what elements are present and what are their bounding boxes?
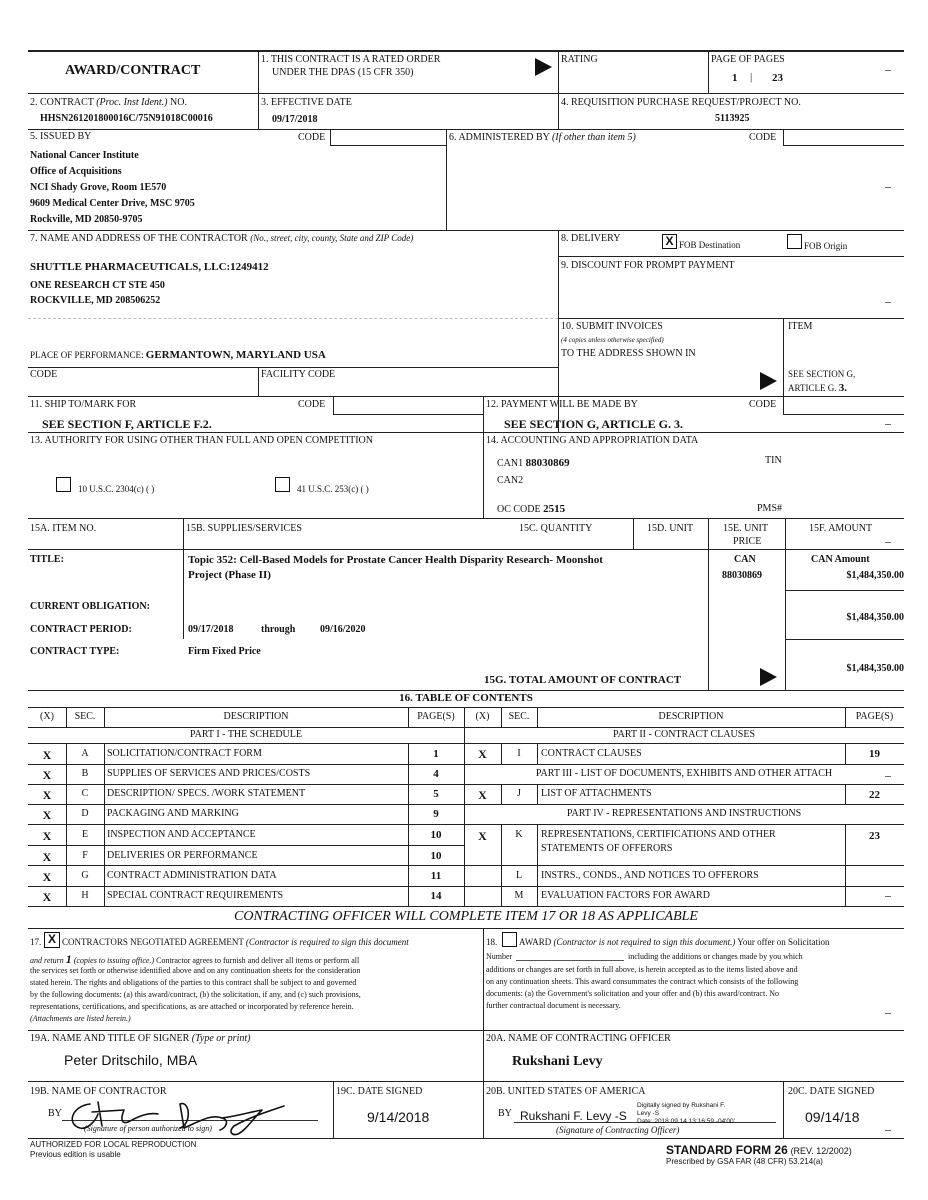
contractor-address-2: ROCKVILLE, MD 208506252 — [30, 295, 161, 306]
can-amount-label: CAN Amount — [811, 554, 870, 565]
toc-page: 10 — [430, 829, 442, 841]
item-17-line-3: stated herein. The rights and obligations of the parties to this contract shall be subject to and governed — [30, 978, 357, 987]
signer-name: Peter Dritschilo, MBA — [64, 1052, 198, 1068]
can-value: 88030869 — [722, 570, 762, 581]
page-number: 1 — [732, 72, 738, 84]
negotiated-agreement-heading: CONTRACTORS NEGOTIATED AGREEMENT (Contractor is required to sign this document — [62, 937, 409, 947]
toc-page: 11 — [430, 870, 442, 882]
toc-mark: X — [42, 788, 52, 802]
toc-section: L — [515, 870, 523, 881]
toc-part-1: PART I - THE SCHEDULE — [189, 729, 302, 740]
can-label: CAN — [734, 554, 756, 565]
rating-label: RATING — [561, 54, 598, 65]
unit-price-header-2: PRICE — [733, 536, 762, 547]
authority-253-checkbox[interactable] — [275, 477, 290, 492]
title-label: TITLE: — [30, 554, 64, 565]
officer-date-label: 20C. DATE SIGNED — [788, 1086, 875, 1097]
arrow-right-icon — [760, 668, 777, 686]
digital-signature-line-2: Levy -S — [637, 1110, 660, 1117]
total-amount-label: 15G. TOTAL AMOUNT OF CONTRACT — [484, 674, 682, 686]
item-17-line-2: the services set forth or otherwise identified above and on any continuation sheets for the consideration — [30, 966, 361, 975]
toc-section: F — [82, 850, 88, 861]
payment-code-label: CODE — [749, 399, 777, 410]
toc-page: 5 — [433, 788, 439, 800]
delivery-label: 8. DELIVERY — [561, 233, 621, 244]
toc-page: 9 — [433, 808, 439, 820]
digital-signature-line-1: Digitally signed by Rukshani F. — [637, 1102, 726, 1109]
toc-pages-header: PAGE(S) — [417, 711, 455, 722]
contract-title-line-1: Topic 352: Cell-Based Models for Prostate Cancer Health Disparity Research- Moonshot — [188, 554, 603, 566]
contracting-officer-name: Rukshani Levy — [512, 1054, 603, 1069]
can-amount: $1,484,350.00 — [846, 570, 904, 581]
toc-page: 22 — [869, 789, 880, 801]
pms-label: PMS# — [757, 503, 783, 514]
quantity-header: 15C. QUANTITY — [519, 523, 593, 534]
contractor-date-label: 19C. DATE SIGNED — [336, 1086, 423, 1097]
issuer-line-2: Office of Acquisitions — [30, 166, 122, 177]
issuer-line-5: Rockville, MD 20850-9705 — [30, 214, 143, 225]
toc-title: 16. TABLE OF CONTENTS — [399, 692, 533, 704]
toc-page: 1 — [433, 748, 439, 760]
toc-description: EVALUATION FACTORS FOR AWARD — [541, 890, 710, 901]
payment-value: SEE SECTION G, ARTICLE G. 3. — [504, 417, 683, 431]
contract-number: HHSN261201800016C/75N91018C00016 — [40, 113, 213, 124]
contractor-date: 9/14/2018 — [367, 1109, 430, 1125]
item-label: ITEM — [788, 321, 813, 332]
toc-description: SUPPLIES OF SERVICES AND PRICES/COSTS — [107, 768, 311, 779]
toc-section: A — [81, 748, 89, 759]
contract-type-label: CONTRACT TYPE: — [30, 646, 120, 657]
item-18-line-2: additions or changes are set forth in full above, is herein accepted as to the items listed above and — [486, 965, 798, 974]
toc-desc-header-right: DESCRIPTION — [658, 711, 724, 722]
toc-mark: X — [42, 768, 52, 782]
item-18-line-4: documents: (a) the Government's solicitation and your offer and (b) this award/contract. No — [486, 989, 779, 998]
toc-description: REPRESENTATIONS, CERTIFICATIONS AND OTHER — [541, 829, 776, 840]
toc-section: I — [517, 748, 521, 759]
item-18-line-1b: including the additions or changes made by you which — [628, 952, 803, 961]
contractor-address-1: ONE RESEARCH CT STE 450 — [30, 280, 165, 291]
contractor-label: 7. NAME AND ADDRESS OF THE CONTRACTOR (No., street, city, county, State and ZIP Code) — [30, 233, 414, 244]
toc-pages-header-right: PAGE(S) — [855, 711, 894, 722]
administered-by-label: 6. ADMINISTERED BY (If other than item 5) — [449, 132, 636, 143]
item-18-line-3: on any continuation sheets. This award consummates the contract which consists of the following — [486, 977, 799, 986]
toc-part-4: PART IV - REPRESENTATIONS AND INSTRUCTIONS — [566, 808, 802, 819]
negotiated-agreement-checkbox[interactable]: X — [44, 932, 60, 948]
authorized-reproduction: AUTHORIZED FOR LOCAL REPRODUCTION — [30, 1140, 197, 1149]
contract-type: Firm Fixed Price — [188, 646, 261, 657]
toc-description: DESCRIPTION/ SPECS. /WORK STATEMENT — [107, 788, 306, 799]
previous-edition-note: Previous edition is usable — [30, 1150, 121, 1159]
contractor-name-label: 19B. NAME OF CONTRACTOR — [30, 1086, 167, 1097]
unit-header: 15D. UNIT — [647, 523, 694, 534]
toc-mark: X — [42, 748, 52, 762]
requisition-number: 5113925 — [715, 113, 750, 124]
issuer-line-4: 9609 Medical Center Drive, MSC 9705 — [30, 198, 195, 209]
contracting-officer-note: CONTRACTING OFFICER WILL COMPLETE ITEM 17 OR 18 AS APPLICABLE — [234, 909, 698, 924]
invoices-address-label: TO THE ADDRESS SHOWN IN — [561, 348, 696, 359]
toc-x-header: (X) — [40, 711, 54, 722]
contracting-officer-label: 20A. NAME OF CONTRACTING OFFICER — [486, 1033, 671, 1044]
ship-to-label: 11. SHIP TO/MARK FOR — [30, 399, 137, 410]
toc-section: K — [515, 829, 523, 840]
accounting-label: 14. ACCOUNTING AND APPROPRIATION DATA — [486, 435, 699, 446]
contractor-name: SHUTTLE PHARMACEUTICALS, LLC:1249412 — [30, 261, 269, 273]
contractor-code-label: CODE — [30, 369, 58, 380]
by-label-officer: BY — [498, 1108, 512, 1119]
standard-form-label: STANDARD FORM 26 (REV. 12/2002) — [666, 1143, 852, 1157]
authority-2304-checkbox[interactable] — [56, 477, 71, 492]
toc-page: 14 — [430, 890, 442, 902]
toc-mark: X — [478, 829, 487, 843]
officer-signature-caption: (Signature of Contracting Officer) — [556, 1125, 680, 1135]
toc-part-2: PART II - CONTRACT CLAUSES — [612, 729, 756, 740]
toc-section: M — [514, 890, 524, 901]
unit-price-header: 15E. UNIT — [723, 523, 768, 534]
effective-date-label: 3. EFFECTIVE DATE — [261, 97, 352, 108]
contract-no-label: 2. CONTRACT (Proc. Inst Ident.) NO. — [30, 97, 187, 108]
issued-code-label: CODE — [298, 132, 326, 143]
toc-part-3: PART III - LIST OF DOCUMENTS, EXHIBITS AND OTHER ATTACH — [535, 768, 833, 779]
discount-label: 9. DISCOUNT FOR PROMPT PAYMENT — [561, 260, 735, 271]
toc-section: C — [81, 788, 89, 799]
item-17-line-4: by the following documents: (a) this award/contract, (b) the solicitation, if any, and (c) such provisions, — [30, 990, 361, 999]
item-17-line-1: and return 1 (copies to issuing office.) Contractor agrees to furnish and deliver all items or perform all — [30, 952, 360, 966]
item-17-line-5: representations, certifications, and specifications, as are attached or incorporated by reference herein. — [30, 1002, 354, 1011]
facility-code-label: FACILITY CODE — [261, 369, 336, 380]
award-heading: AWARD (Contractor is not required to sign this document.) Your offer on Solicitation — [519, 937, 830, 947]
see-section-g: SEE SECTION G, — [788, 369, 856, 379]
issuer-line-1: National Cancer Institute — [30, 150, 139, 161]
toc-page: 10 — [430, 850, 442, 862]
rated-order-label: 1. THIS CONTRACT IS A RATED ORDER — [261, 54, 441, 65]
current-obligation-label: CURRENT OBLIGATION: — [30, 601, 150, 612]
arrow-right-icon — [535, 58, 552, 76]
toc-description: CONTRACT CLAUSES — [541, 748, 642, 759]
toc-x-header-right: (X) — [475, 711, 490, 722]
oc-code-label: OC CODE 2515 — [497, 503, 566, 515]
fob-destination-label: FOB Destination — [679, 240, 741, 250]
see-article-g: ARTICLE G. 3. — [788, 382, 847, 394]
toc-section: B — [81, 768, 89, 779]
toc-description: CONTRACT ADMINISTRATION DATA — [107, 870, 277, 881]
toc-section: H — [81, 890, 89, 901]
period-through: through — [261, 624, 296, 635]
contract-title-line-2: Project (Phase II) — [188, 569, 271, 581]
toc-page: 19 — [869, 748, 880, 760]
toc-section: E — [81, 829, 89, 840]
award-checkbox[interactable] — [502, 932, 517, 947]
toc-page: 23 — [869, 830, 880, 842]
tin-label: TIN — [765, 455, 782, 466]
signer-name-label: 19A. NAME AND TITLE OF SIGNER (Type or print) — [30, 1033, 251, 1044]
toc-mark: X — [478, 788, 487, 802]
by-label: BY — [48, 1108, 62, 1119]
toc-description: LIST OF ATTACHMENTS — [541, 788, 652, 799]
effective-date: 09/17/2018 — [272, 114, 318, 125]
arrow-right-icon — [760, 372, 777, 390]
period-start: 09/17/2018 — [188, 624, 234, 635]
fob-destination-checkbox[interactable]: X — [662, 234, 677, 249]
toc-mark: X — [42, 890, 52, 904]
total-pages: 23 — [772, 72, 783, 84]
dpas-label: UNDER THE DPAS (15 CFR 350) — [272, 67, 414, 78]
contractor-signature-caption: (Signature of person authorized to sign) — [84, 1124, 212, 1133]
item-18-label: 18. — [486, 937, 498, 947]
total-amount: $1,484,350.00 — [846, 663, 904, 674]
toc-sec-header: SEC. — [74, 711, 96, 722]
item-18-line-5: further contractual document is necessary. — [486, 1001, 621, 1010]
toc-mark: X — [42, 870, 52, 884]
authority-253-label: 41 U.S.C. 253(c) ( ) — [297, 484, 369, 494]
issuer-line-3: NCI Shady Grove, Room 1E570 — [30, 182, 167, 193]
toc-mark: X — [42, 808, 52, 822]
current-obligation-amount: $1,484,350.00 — [846, 612, 904, 623]
toc-mark: X — [478, 747, 487, 761]
can1-label: CAN1 88030869 — [497, 457, 570, 469]
ship-to-value: SEE SECTION F, ARTICLE F.2. — [42, 417, 212, 431]
toc-description: SOLICITATION/CONTRACT FORM — [107, 748, 262, 759]
prescribed-by: Prescribed by GSA FAR (48 CFR) 53.214(a) — [666, 1157, 823, 1166]
toc-description: PACKAGING AND MARKING — [107, 808, 239, 819]
fob-origin-label: FOB Origin — [804, 241, 848, 251]
administered-code-label: CODE — [749, 132, 777, 143]
ship-code-label: CODE — [298, 399, 326, 410]
invoices-copies-note: (4 copies unless otherwise specified) — [561, 336, 664, 344]
toc-mark: X — [42, 850, 52, 864]
payment-label: 12. PAYMENT WILL BE MADE BY — [486, 399, 638, 410]
toc-page: 4 — [433, 768, 439, 780]
item-18-line-1a: Number — [486, 952, 513, 961]
authority-label: 13. AUTHORITY FOR USING OTHER THAN FULL AND OPEN COMPETITION — [30, 435, 373, 446]
toc-description: INSPECTION AND ACCEPTANCE — [107, 829, 256, 840]
toc-desc-header: DESCRIPTION — [223, 711, 289, 722]
supplies-header: 15B. SUPPLIES/SERVICES — [186, 523, 302, 534]
page-of-pages-label: PAGE OF PAGES — [711, 54, 785, 65]
page-separator: | — [750, 71, 753, 83]
contract-period-label: CONTRACT PERIOD: — [30, 624, 132, 635]
toc-section: J — [517, 788, 521, 799]
form-title: AWARD/CONTRACT — [65, 63, 201, 78]
toc-section: D — [81, 808, 89, 819]
toc-description: INSTRS., CONDS., AND NOTICES TO OFFERORS — [541, 870, 759, 881]
officer-signature: Rukshani F. Levy -S — [520, 1109, 627, 1123]
fob-origin-checkbox[interactable] — [787, 234, 802, 249]
toc-description: DELIVERIES OR PERFORMANCE — [107, 850, 258, 861]
submit-invoices-label: 10. SUBMIT INVOICES — [561, 321, 663, 332]
authority-2304-label: 10 U.S.C. 2304(c) ( ) — [78, 484, 155, 494]
amount-header: 15F. AMOUNT — [809, 523, 873, 534]
toc-section: G — [81, 870, 89, 881]
issued-by-label: 5. ISSUED BY — [30, 131, 92, 142]
item-17-label: 17. — [30, 937, 42, 947]
united-states-label: 20B. UNITED STATES OF AMERICA — [486, 1086, 646, 1097]
toc-description: SPECIAL CONTRACT REQUIREMENTS — [107, 890, 284, 901]
period-end: 09/16/2020 — [320, 624, 366, 635]
digital-signature-line-3: Date: 2018.09.14 13:16:59 -04'00' — [637, 1118, 735, 1125]
place-of-performance: PLACE OF PERFORMANCE: GERMANTOWN, MARYLAND USA — [30, 349, 326, 361]
toc-sec-header-right: SEC. — [508, 711, 530, 722]
can2-label: CAN2 — [497, 475, 524, 486]
officer-date: 09/14/18 — [805, 1109, 860, 1125]
item-no-header: 15A. ITEM NO. — [30, 523, 97, 534]
item-17-line-6: (Attachments are listed herein.) — [30, 1014, 131, 1023]
requisition-label: 4. REQUISITION PURCHASE REQUEST/PROJECT NO. — [561, 97, 801, 108]
toc-description-2: STATEMENTS OF OFFERORS — [541, 843, 673, 854]
toc-mark: X — [42, 829, 52, 843]
